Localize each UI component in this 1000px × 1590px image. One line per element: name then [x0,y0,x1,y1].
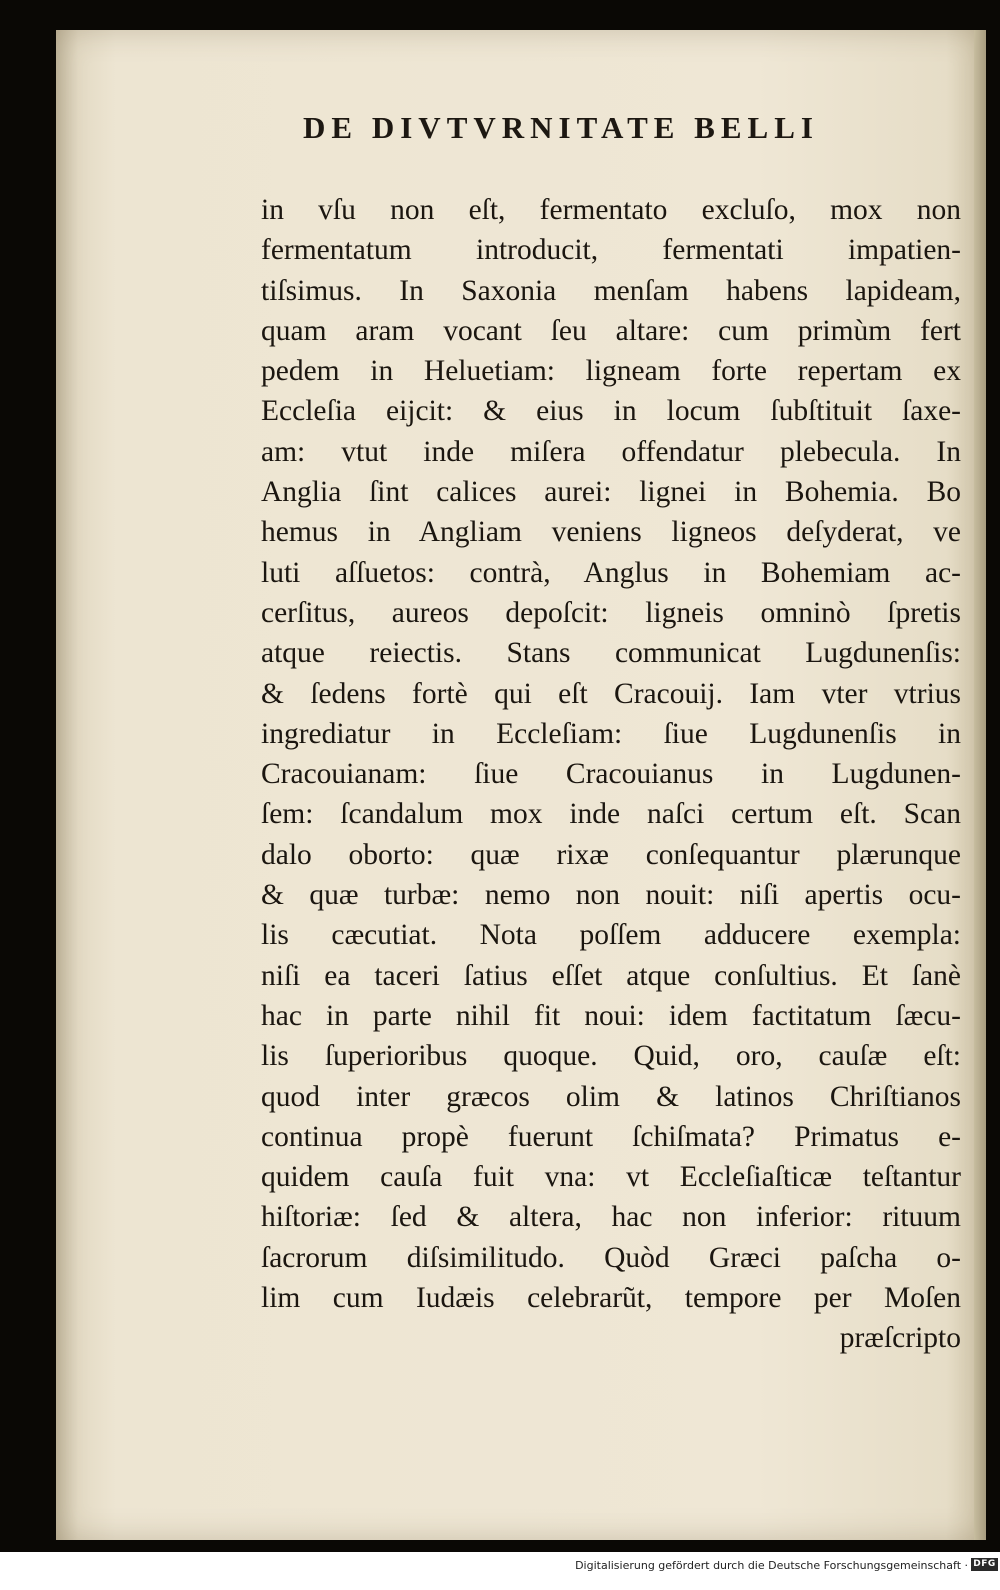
text-line: tiſsimus. In Saxonia menſam habens lapideam, [261,274,961,307]
page-edge [974,30,986,1540]
text-line: ſem: ſcandalum mox inde naſci certum eſt. Scan [261,798,961,831]
text-line: & quæ turbæ: nemo non nouit: niſi apertis ocu- [261,879,961,912]
text-line: Anglia ſint calices aurei: lignei in Bohemia. Bo [261,476,961,509]
text-line: quam aram vocant ſeu altare: cum primùm fert [261,314,961,347]
text-line: ingrediatur in Eccleſiam: ſiue Lugdunenſis in [261,717,961,750]
book-page [56,30,986,1540]
footer-bar [0,1552,1000,1590]
text-line: continua propè fuerunt ſchiſmata? Primatus e- [261,1120,961,1153]
text-line: & ſedens fortè qui eſt Cracouij. Iam vter vtrius [261,677,961,710]
funding-notice: Digitalisierung gefördert durch die Deutsche Forschungsgemeinschaft · [575,1559,968,1572]
text-line: hac in parte nihil fit noui: idem factitatum ſæcu- [261,999,961,1032]
dfg-logo: DFG [971,1558,998,1571]
running-head: DE DIVTVRNITATE BELLI [303,110,819,145]
text-line: Eccleſia eijcit: & eius in locum ſubſtituit ſaxe- [261,395,961,428]
text-line: am: vtut inde miſera offendatur plebecula. In [261,435,961,468]
text-line: ſacrorum diſsimilitudo. Quòd Græci paſcha o- [261,1241,961,1274]
text-line: lis cæcutiat. Nota poſſem adducere exempla: [261,919,961,952]
text-line: atque reiectis. Stans communicat Lugdunenſis: [261,637,961,670]
body-text [261,190,961,1359]
text-line: pedem in Heluetiam: ligneam forte repertam ex [261,355,961,388]
text-line: fermentatum introducit, fermentati impatien- [261,234,961,267]
text-line: quidem cauſa fuit vna: vt Eccleſiaſticæ teſtantur [261,1161,961,1194]
text-line: lim cum Iudæis celebrarũt, tempore per Moſen [261,1282,961,1315]
text-line: in vſu non eſt, fermentato excluſo, mox non [261,194,961,226]
text-line: Cracouianam: ſiue Cracouianus in Lugdunen- [261,758,961,791]
text-line: hemus in Angliam veniens ligneos deſyderat, ve [261,516,961,549]
text-line: niſi ea taceri ſatius eſſet atque conſultius. Et ſanè [261,959,961,992]
text-line: hiſtoriæ: ſed & altera, hac non inferior: rituum [261,1201,961,1234]
text-line: quod inter græcos olim & latinos Chriſtianos [261,1080,961,1113]
catchword: præſcripto [839,1322,961,1355]
text-line: cerſitus, aureos depoſcit: ligneis omninò ſpretis [261,596,961,629]
text-line: dalo oborto: quæ rixæ conſequantur plærunque [261,838,961,871]
text-line: luti aſſuetos: contrà, Anglus in Bohemiam ac- [261,556,961,589]
text-line: lis ſuperioribus quoque. Quid, oro, cauſæ eſt: [261,1040,961,1073]
